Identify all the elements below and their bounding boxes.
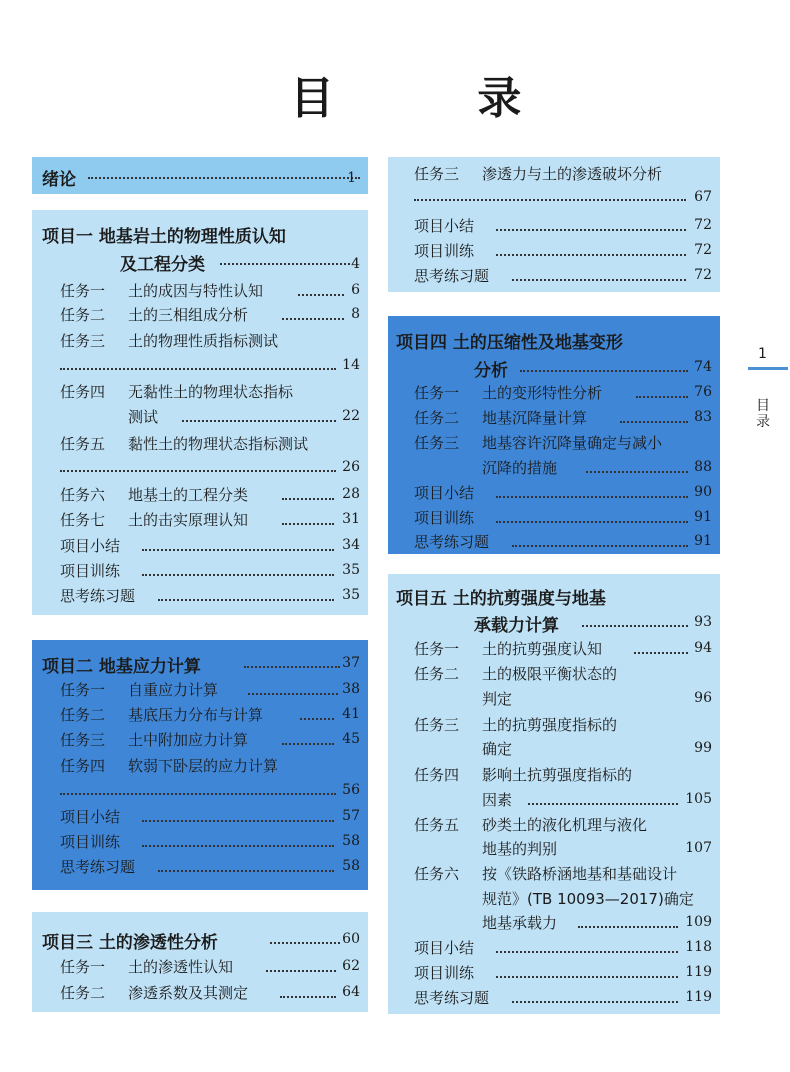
task-title: 土的抗剪强度认知 (482, 640, 603, 658)
project-5-page: 93 (694, 614, 712, 630)
task-title: 土的成因与特性认知 (128, 282, 264, 300)
task-page: 91 (694, 533, 712, 549)
task-title: 无黏性土的物理状态指标 (128, 383, 294, 401)
task-page: 83 (694, 409, 712, 425)
task-page: 56 (342, 782, 360, 798)
task-title: 地基容许沉降量确定与减小 (482, 434, 663, 452)
project-1-heading[interactable]: 项目一 地基岩土的物理性质认知 (42, 227, 286, 247)
task-page: 67 (694, 189, 712, 205)
task-page: 31 (342, 511, 360, 527)
task-label: 任务二 (60, 706, 106, 724)
leader-dots (578, 926, 678, 928)
task-title: 软弱下卧层的应力计算 (128, 757, 279, 775)
task-title: 土的渗透性认知 (128, 958, 234, 976)
side-divider (748, 367, 788, 370)
task-title-cont: 因素 (482, 791, 513, 809)
leader-dots (582, 625, 688, 627)
training-title: 项目训练 (414, 509, 475, 527)
leader-dots (280, 996, 336, 998)
leader-dots (142, 574, 334, 576)
leader-dots (88, 177, 360, 179)
exercise-title: 思考练习题 (414, 267, 490, 285)
side-page-number: 1 (758, 346, 767, 362)
project-5-heading-cont[interactable]: 承载力计算 (474, 616, 559, 636)
leader-dots (60, 793, 336, 795)
task-label: 任务三 (414, 716, 460, 734)
task-title-cont: 判定 (482, 690, 513, 708)
leader-dots (620, 421, 688, 423)
task-label: 任务一 (60, 958, 106, 976)
task-page: 6 (351, 282, 360, 298)
task-page: 58 (342, 858, 360, 874)
leader-dots (142, 820, 334, 822)
leader-dots (528, 803, 678, 805)
task-label: 任务一 (60, 681, 106, 699)
project-1-page: 4 (351, 256, 360, 272)
task-title-cont: 规范》(TB 10093—2017)确定 (482, 890, 694, 908)
training-title: 项目训练 (414, 964, 475, 982)
project-2-page: 37 (342, 655, 360, 671)
task-page: 14 (342, 357, 360, 373)
leader-dots (142, 845, 334, 847)
leader-dots (496, 229, 686, 231)
task-label: 任务二 (60, 306, 106, 324)
task-page: 91 (694, 509, 712, 525)
task-title: 影响土抗剪强度指标的 (482, 766, 633, 784)
task-page: 105 (685, 791, 712, 807)
summary-title: 项目小结 (414, 217, 475, 235)
project-1-section (32, 210, 368, 615)
task-page: 119 (685, 989, 712, 1005)
leader-dots (496, 521, 688, 523)
task-page: 62 (342, 958, 360, 974)
task-label: 任务六 (60, 486, 106, 504)
task-page: 107 (685, 840, 712, 856)
project-2-heading[interactable]: 项目二 地基应力计算 (42, 657, 201, 677)
task-title: 土的物理性质指标测试 (128, 332, 279, 350)
task-label: 任务四 (60, 757, 106, 775)
task-label: 任务五 (414, 816, 460, 834)
task-page: 64 (342, 984, 360, 1000)
leader-dots (512, 279, 686, 281)
training-title: 项目训练 (414, 242, 475, 260)
task-label: 任务五 (60, 435, 106, 453)
task-page: 22 (342, 408, 360, 424)
leader-dots (282, 318, 344, 320)
side-section-label: 目录 (756, 398, 770, 430)
task-page: 72 (694, 242, 712, 258)
task-label: 任务一 (414, 640, 460, 658)
leader-dots (496, 976, 678, 978)
leader-dots (248, 693, 338, 695)
task-title: 地基土的工程分类 (128, 486, 249, 504)
leader-dots (220, 263, 350, 265)
task-page: 57 (342, 808, 360, 824)
training-title: 项目训练 (60, 833, 121, 851)
task-label: 任务六 (414, 865, 460, 883)
project-2-section (32, 640, 368, 890)
leader-dots (414, 199, 686, 201)
page-title: 目 录 (290, 73, 586, 124)
task-title-cont: 测试 (128, 408, 159, 426)
project-3-heading[interactable]: 项目三 土的渗透性分析 (42, 933, 218, 953)
leader-dots (282, 523, 334, 525)
task-title: 土中附加应力计算 (128, 731, 249, 749)
task-label: 任务四 (414, 766, 460, 784)
task-page: 34 (342, 537, 360, 553)
project-4-page: 74 (694, 359, 712, 375)
task-title: 基底压力分布与计算 (128, 706, 264, 724)
task-page: 94 (694, 640, 712, 656)
leader-dots (496, 951, 678, 953)
task-page: 8 (351, 306, 360, 322)
task-page: 76 (694, 384, 712, 400)
project-4-section (388, 316, 720, 554)
leader-dots (298, 294, 344, 296)
exercise-title: 思考练习题 (60, 858, 136, 876)
task-label: 任务三 (414, 434, 460, 452)
summary-title: 项目小结 (60, 537, 121, 555)
task-label: 任务二 (60, 984, 106, 1002)
task-label: 任务一 (60, 282, 106, 300)
intro-label[interactable]: 绪论 (42, 170, 76, 190)
leader-dots (300, 718, 334, 720)
task-label: 任务三 (60, 332, 106, 350)
task-title-cont: 地基承载力 (482, 914, 558, 932)
leader-dots (586, 471, 688, 473)
task-page: 26 (342, 459, 360, 475)
task-title: 地基沉降量计算 (482, 409, 588, 427)
task-page: 72 (694, 267, 712, 283)
project-4-heading[interactable]: 项目四 土的压缩性及地基变形 (396, 333, 623, 353)
leader-dots (496, 496, 688, 498)
task-page: 28 (342, 486, 360, 502)
project-1-heading-cont[interactable]: 及工程分类 (120, 255, 205, 275)
leader-dots (60, 470, 336, 472)
task-page: 119 (685, 964, 712, 980)
leader-dots (60, 368, 336, 370)
leader-dots (182, 420, 336, 422)
task-page: 58 (342, 833, 360, 849)
task-page: 35 (342, 562, 360, 578)
task-label: 任务三 (414, 165, 460, 183)
task-page: 41 (342, 706, 360, 722)
project-5-heading[interactable]: 项目五 土的抗剪强度与地基 (396, 589, 606, 609)
task-title: 土的变形特性分析 (482, 384, 603, 402)
task-label: 任务二 (414, 409, 460, 427)
training-title: 项目训练 (60, 562, 121, 580)
task-title: 渗透力与土的渗透破坏分析 (482, 165, 663, 183)
leader-dots (282, 498, 334, 500)
leader-dots (636, 396, 688, 398)
summary-title: 项目小结 (60, 808, 121, 826)
leader-dots (142, 549, 334, 551)
leader-dots (282, 743, 334, 745)
task-title: 自重应力计算 (128, 681, 219, 699)
leader-dots (158, 870, 334, 872)
summary-title: 项目小结 (414, 939, 475, 957)
project-3-section (32, 912, 368, 1012)
intro-section (32, 157, 368, 194)
task-title: 渗透系数及其测定 (128, 984, 249, 1002)
exercise-title: 思考练习题 (414, 533, 490, 551)
exercise-title: 思考练习题 (414, 989, 490, 1007)
task-page: 88 (694, 459, 712, 475)
task-page: 45 (342, 731, 360, 747)
task-title-cont: 地基的判别 (482, 840, 558, 858)
leader-dots (270, 942, 340, 944)
task-label: 任务一 (414, 384, 460, 402)
project-3-continued (388, 157, 720, 292)
task-page: 72 (694, 217, 712, 233)
leader-dots (244, 666, 340, 668)
leader-dots (158, 599, 334, 601)
project-3-page: 60 (342, 931, 360, 947)
leader-dots (496, 254, 686, 256)
task-label: 任务三 (60, 731, 106, 749)
task-title: 土的三相组成分析 (128, 306, 249, 324)
summary-title: 项目小结 (414, 484, 475, 502)
task-title: 黏性土的物理状态指标测试 (128, 435, 309, 453)
task-label: 任务七 (60, 511, 106, 529)
leader-dots (634, 652, 688, 654)
task-page: 38 (342, 681, 360, 697)
leader-dots (520, 370, 688, 372)
task-page: 118 (685, 939, 712, 955)
project-5-section (388, 574, 720, 1014)
task-label: 任务四 (60, 383, 106, 401)
task-title: 按《铁路桥涵地基和基础设计 (482, 865, 678, 883)
task-title-cont: 沉降的措施 (482, 459, 558, 477)
intro-page: 1 (347, 170, 356, 186)
exercise-title: 思考练习题 (60, 587, 136, 605)
task-page: 35 (342, 587, 360, 603)
leader-dots (512, 545, 688, 547)
leader-dots (266, 970, 336, 972)
project-4-heading-cont[interactable]: 分析 (474, 361, 508, 381)
leader-dots (512, 1001, 678, 1003)
task-title: 土的抗剪强度指标的 (482, 716, 618, 734)
task-page: 99 (694, 740, 712, 756)
task-page: 90 (694, 484, 712, 500)
task-title: 土的极限平衡状态的 (482, 665, 618, 683)
task-label: 任务二 (414, 665, 460, 683)
task-title: 土的击实原理认知 (128, 511, 249, 529)
task-page: 109 (685, 914, 712, 930)
task-page: 96 (694, 690, 712, 706)
task-title: 砂类土的液化机理与液化 (482, 816, 648, 834)
task-title-cont: 确定 (482, 740, 513, 758)
